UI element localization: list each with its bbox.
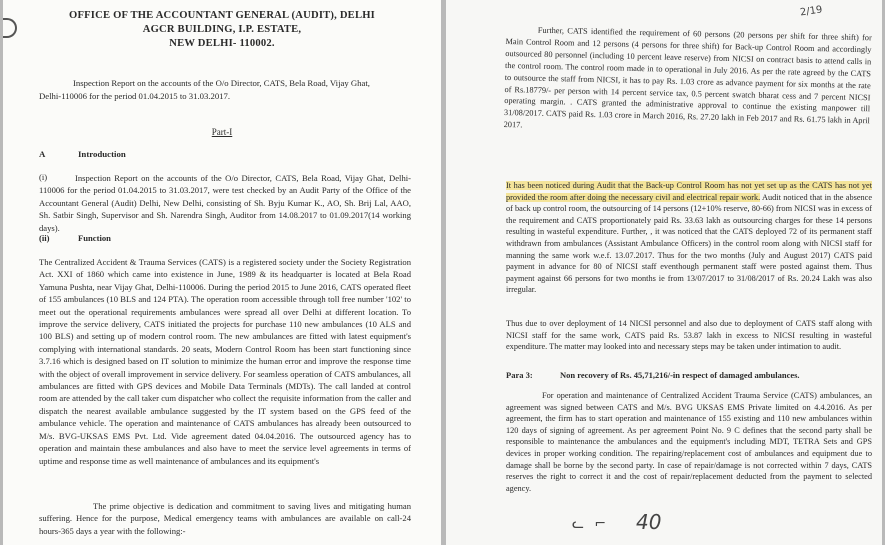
- audit-observation-rest: Audit noticed that in the absence of back up control room, the outsourcing of 14 persons (12+10% reserve, 80-66) from NICSI was in excess of the requirement and CATS proportionately paid Rs. 33.63 lakh as outsourcing charges for these 14 persons resulting in wasteful expenditure. Further, , it was noticed that the CATS deployed 72 of its permanent staff withdrawn from ambulances (Assistant Ambulance Officers) in the control room along with NICSI staff for manning the same work w.e.f. 13.07.2017. Thus for the two months (July and August 2017) CATS paid payment in advance for 80 of NICSI staff eventhough permanent staff were posted against them. Thus payment against 66 persons for two months ie from 13/07/2017 to 31/08/2017 of Rs. 20.24 Lakh was also irregular.: [506, 192, 873, 295]
- intro-line-2: Delhi-110006 for the period 01.04.2015 to 31.03.2017.: [39, 91, 231, 101]
- audit-observation-paragraph: [506, 180, 872, 296]
- para-i-text: Inspection Report on the accounts of the O/o Director, CATS, Bela Road, Vijay Ghat, Delhi-110006 for the period 01.04.2015 to 31.03.2017, were test checked by an Audit Party of the Office of the Accountant General (Audit) Delhi, New Delhi, consisting of Sh. Byju Kumar K., AO, Sh. Brij Lal, AAO, Sh. Satbir Singh, Supervisor and Sh. Narendra Singh, Auditor from 14.08.2017 to 01.09.2017(14 working days).: [39, 173, 411, 233]
- highlighted-observation: It has been noticed during Audit that the Back-up Control Room has not yet set up as the CATS has not yet provided the room after doing the necessary civil and electrical repair work.: [506, 181, 872, 202]
- para-3-label: Para 3:: [506, 370, 533, 380]
- handwritten-page-mark: 2/19: [799, 4, 824, 19]
- para-3-heading: Non recovery of Rs. 45,71,216/-in respect of damaged ambulances.: [560, 370, 800, 380]
- intro-line-1: Inspection Report on the accounts of the O/o Director, CATS, Bela Road, Vijay Ghat,: [73, 78, 370, 88]
- control-room-paragraph: Further, CATS identified the requirement of 60 persons (20 persons per shift for three shift) for Main Control Room and 12 persons (4 persons for three shift) for Back-up Control Room and accordingly outsourced 80 personnel (including 10 percent leave reserve) from NICSI on contract basis to attend calls in the control room. The control room made in to operational in July 2016. As per the rate agreed by the CATS to outsource the staff from NICSI, it has to pay Rs. 1.03 crore as advance payment for six months at the rate of Rs.18779/- per person with 14 percent service tax, 0.5 percent swatch bharat cess and 7 percent NICSI operating margin. . CATS granted the administrative approval to continue the existing manpower till 31/08/2017. CATS paid Rs. 1.03 crore in March 2016, Rs. 27.20 lakh in Feb 2017 and Rs. 61.75 lakh in April 2017.: [503, 25, 872, 130]
- para-ii-title: Function: [78, 233, 111, 243]
- right-page: [446, 0, 882, 545]
- office-header-line-3: NEW DELHI- 110002.: [169, 38, 275, 49]
- left-page: [3, 0, 441, 545]
- para-ii-number: (ii): [39, 233, 50, 243]
- para-i-number: (i): [39, 172, 48, 182]
- handwritten-page-number: 40: [636, 510, 662, 534]
- office-header-line-1: OFFICE OF THE ACCOUNTANT GENERAL (AUDIT), DELHI: [69, 10, 375, 21]
- function-paragraph: The Centralized Accident & Trauma Services (CATS) is a registered society under the Society Registration Act. XXI of 1860 which came into existence in June, 1989 & its headquarter is located at Bela Road Yamuna Pushta, near Vijay Ghat, Delhi-110006. During the period 2015 to June 2016, CATS operated fleet of 155 ambulances (10 BLS and 124 PTA). The operation room accessible through toll free number '102' to meet out the operational requirements ambulances were spread all over Delhi at different location. To improve the service delivery, CATS initiated the projects for purchase 110 new ambulances (10 ALS and 100 BLS) and setting up of modern control room. The new ambulances are fitted with latest equipment's complying with international standards. 20 seats, Modern Control Room has been start functioning since 3.7.16 which is designed based on IT solution to minimize the human error and improve the response time with the object of overall improvement in service delivery. For seamless operation of CATS ambulances, all ambulances are fitted with GPS devices and Mobile Data Terminals (MDTs). The call landed at control room are attended by the call taker cum dispatcher who collect the requisite information from the caller and dispatch the nearest available ambulance suggested by the IT system based on the GPS feed of the ambulance vehicle. The operation and maintenance of CATS ambulances has already been outsourced to M/s. BVG-UKSAS EMS Pvt. Ltd. Vide agreement dated 04.04.2016. The outsourced agency has to operation and maintain these ambulances and also have to meet the service level agreements in terms of uptime and response time as well maintenance of ambulances and its equipment's: [39, 257, 411, 466]
- prime-objective-paragraph: The prime objective is dedication and commitment to saving lives and mitigating human suffering. Hence for the purpose, Medical emergency teams with ambulances are available on call-24 hours-365 days a year with the following:-: [39, 501, 411, 536]
- damaged-ambulance-paragraph: For operation and maintenance of Centralized Accident Trauma Service (CATS) ambulances, an agreement was signed between CATS and M/s. BVG UKSAS EMS Private limited on 4.4.2016. As per agreement, the firm has to start operation and maintenance of 155 existing and 110 new ambulances within 120 days of signing of agreement. As per agreement Point No. 9 C defines that the second party shall be responsible to maintenance the ambulances and the equipment's including MDT, TETRA Sets and GPS devices in proper working condition. The repairing/replacement cost of ambulances and equipment due to damage shall be borne by the second party. In case of repair/damage is not corrected within 7 days, CATS reserves the right to correct it and the cost of repair/replacement deducted from the payment to selected agency.: [506, 391, 872, 493]
- office-header-line-2: AGCR BUILDING, I.P. ESTATE,: [142, 24, 302, 35]
- section-a-title: Introduction: [78, 149, 126, 159]
- excess-payment-paragraph: Thus due to over deployment of 14 NICSI personnel and also due to deployment of CATS staff along with NICSI staff for the same work, CATS paid Rs. 53.87 lakh in excess to NICSI resulting in wasteful expenditure. The matter may looked into and necessary steps may be taken under intimation to audit.: [506, 319, 872, 352]
- part-title: Part-I: [211, 127, 233, 137]
- section-a-letter: A: [39, 149, 46, 159]
- handwritten-initials: ᓚ ⌐: [572, 516, 610, 532]
